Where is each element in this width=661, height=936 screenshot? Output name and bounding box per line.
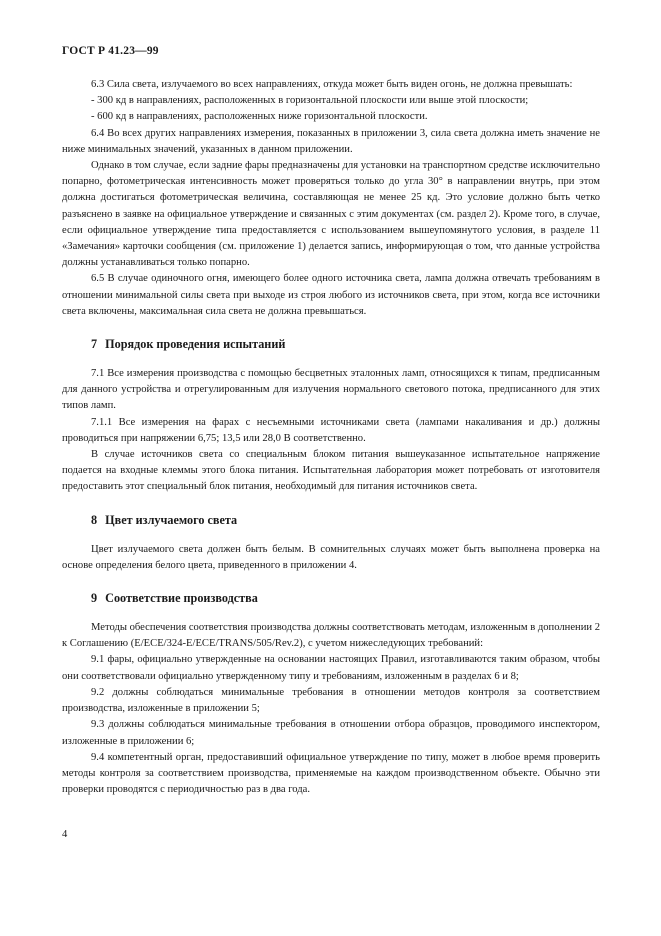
section-title: Соответствие производства xyxy=(105,591,258,606)
paragraph-6-5: 6.5 В случае одиночного огня, имеющего более одного источника света, лампа должна отвечать требованиям в отношении минимальной силы света при выходе из строя любого из источников света, при этом, когда все источники света включены, максимальная сила света не должна превышаться. xyxy=(62,273,600,317)
paragraph-6-3: 6.3 Сила света, излучаемого во всех направлениях, откуда может быть виден огонь, не должна превышать: xyxy=(91,79,573,90)
list-item-600cd: - 600 кд в направлениях, расположенных ниже горизонтальной плоскости. xyxy=(91,111,428,123)
section-heading-9 xyxy=(62,590,600,606)
section-number: 8 xyxy=(91,512,98,527)
paragraph-7-power-supply: В случае источников света со специальным блоком питания вышеуказанное испытательное напряжение подается на входные клеммы этого блока питания. Испытательная лаборатория может потребовать от изготовителя предоставить этот специальный блок питания, необходимый для питания источников света. xyxy=(62,449,600,493)
paragraph-6-4: 6.4 Во всех других направлениях измерения, показанных в приложении 3, сила света должна иметь значение не ниже минимальных значений, указанных в данном приложении. xyxy=(62,127,600,155)
paragraph-9-1: 9.1 фары, официально утвержденные на основании настоящих Правил, изготавливаются таким образом, чтобы они соответствовали официально утвержденному типу и требованиям, изложенным в разделах 6 и 8; xyxy=(62,654,600,682)
section-title: Порядок проведения испытаний xyxy=(105,337,286,352)
paragraph-7-1: 7.1 Все измерения производства с помощью бесцветных эталонных ламп, относящихся к типам, предписанным для данного устройства и отрегулированным для излучения нормального светового потока, предписанного для этих типов ламп. xyxy=(62,368,600,412)
paragraph-8: Цвет излучаемого света должен быть белым. В сомнительных случаях может быть выполнена проверка на основе определения белого цвета, приведенного в приложении 4. xyxy=(62,543,600,571)
section-heading-8 xyxy=(62,512,600,528)
paragraph-7-1-1: 7.1.1 Все измерения на фарах с несъемными источниками света (лампами накаливания и др.) должны проводиться при напряжении 6,75; 13,5 или 28,0 В соответственно. xyxy=(62,416,600,444)
paragraph-9-intro: Методы обеспечения соответствия производства должны соответствовать методам, изложенным в дополнении 2 к Соглашению (E/ECE/324-E/ECE/TRANS/505/Rev.2), с учетом нижеследующих требований: xyxy=(62,622,600,650)
document-header: ГОСТ Р 41.23—99 xyxy=(62,45,159,57)
document-body xyxy=(62,77,600,798)
page-number: 4 xyxy=(62,829,68,840)
paragraph-9-3: 9.3 должны соблюдаться минимальные требования в отношении отбора образцов, проводимого инспектором, изложенные в приложении 6; xyxy=(62,719,600,747)
section-heading-7 xyxy=(62,336,600,352)
paragraph-6-4-note: Однако в том случае, если задние фары предназначены для установки на транспортном средстве исключительно попарно, фотометрическая интенсивность может проверяться только до угла 30° в направлении внутрь, при этом должна достигаться фотометрическая величина, составляющая не менее 25 кд. Это условие должно быть четко разъяснено в заявке на официальное утверждение и связанных с этим документах (см. раздел 2). Кроме того, в случае, если официальное утверждение типа предоставляется с использованием вышеупомянутого условия, в разделе 11 «Замечания» карточки сообщения (см. приложение 1) делается запись, информирующая о том, что данные устройства должны устанавливаться только попарно. xyxy=(62,160,600,269)
list-item-300cd: - 300 кд в направлениях, расположенных в горизонтальной плоскости или выше этой плоскости; xyxy=(91,95,529,107)
paragraph-9-4: 9.4 компетентный орган, предоставивший официальное утверждение по типу, может в любое время проверить методы контроля за соответствием производства, применяемые на каждом производственном объекте. Обычно эти проверки проводятся с периодичностью раз в два года. xyxy=(62,751,600,796)
section-number: 9 xyxy=(91,591,98,606)
section-title: Цвет излучаемого света xyxy=(105,512,238,527)
paragraph-9-2: 9.2 должны соблюдаться минимальные требования в отношении методов контроля за соответствием производства, изложенные в приложении 5; xyxy=(62,686,600,715)
section-number: 7 xyxy=(91,337,98,352)
